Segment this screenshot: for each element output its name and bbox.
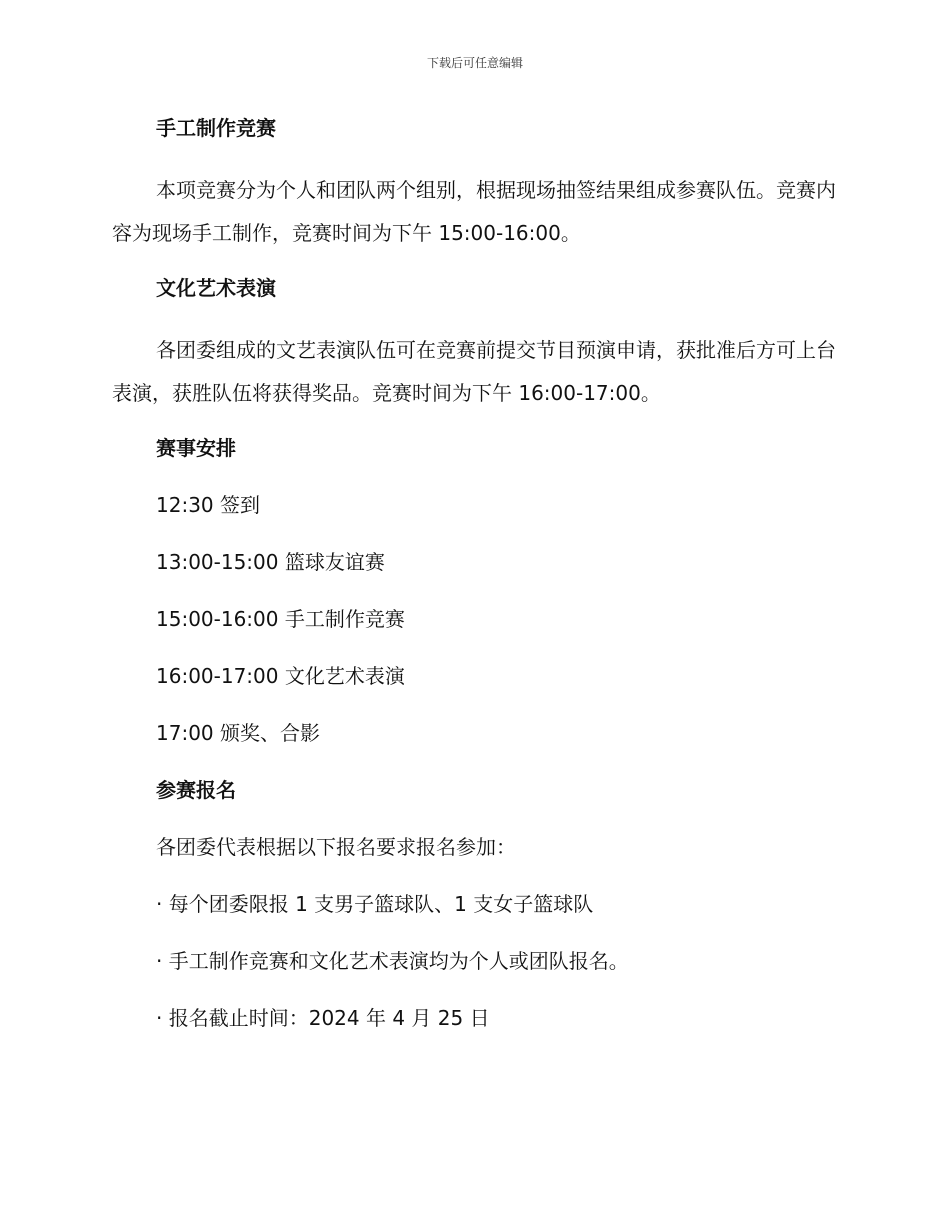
- registration-intro: 各团委代表根据以下报名要求报名参加：: [156, 835, 516, 859]
- section-heading-schedule: 赛事安排: [156, 436, 236, 460]
- schedule-item: 16:00-17:00 文化艺术表演: [156, 664, 405, 688]
- registration-rule: · 手工制作竞赛和文化艺术表演均为个人或团队报名。: [156, 949, 629, 973]
- schedule-item: 15:00-16:00 手工制作竞赛: [156, 607, 405, 631]
- section-body-performance: 各团委组成的文艺表演队伍可在竞赛前提交节目预演申请，获批准后方可上台表演，获胜队伍将获得奖品。竞赛时间为下午 16:00-17:00。: [112, 338, 836, 405]
- schedule-item: 12:30 签到: [156, 493, 260, 517]
- section-heading-performance: 文化艺术表演: [156, 276, 276, 300]
- schedule-item: 13:00-15:00 篮球友谊赛: [156, 550, 385, 574]
- section-heading-craft: 手工制作竞赛: [156, 116, 276, 140]
- registration-deadline: · 报名截止时间：2024 年 4 月 25 日: [156, 1006, 490, 1030]
- section-body-craft: 本项竞赛分为个人和团队两个组别，根据现场抽签结果组成参赛队伍。竞赛内容为现场手工制作，竞赛时间为下午 15:00-16:00。: [112, 178, 836, 245]
- document-body: [112, 112, 838, 1059]
- section-heading-registration: 参赛报名: [156, 778, 236, 802]
- page-header-note: 下载后可任意编辑: [426, 56, 523, 70]
- registration-rule: · 每个团委限报 1 支男子篮球队、1 支女子篮球队: [156, 892, 594, 916]
- schedule-item: 17:00 颁奖、合影: [156, 721, 320, 745]
